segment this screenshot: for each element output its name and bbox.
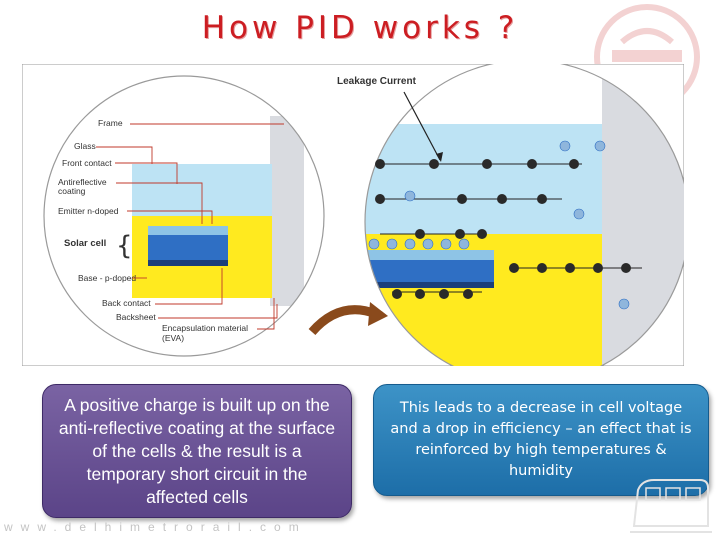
label-solar-cell: Solar cell bbox=[64, 238, 107, 249]
label-front-contact: Front contact bbox=[62, 158, 112, 168]
label-back-contact: Back contact bbox=[102, 298, 151, 308]
pid-cause-callout bbox=[42, 384, 352, 518]
label-emitter: Emitter n-doped bbox=[58, 206, 119, 216]
label-antireflective-2: coating bbox=[58, 186, 86, 196]
leakage-current-label: Leakage Current bbox=[337, 76, 416, 87]
label-frame: Frame bbox=[98, 118, 123, 128]
pid-cause-text: A positive charge is built up on the anti-reflective coating at the surface of the cells & the result is a temporary short circuit in the affected cells bbox=[58, 394, 336, 507]
label-antireflective-1: Antireflective bbox=[58, 177, 107, 187]
page-title: How PID works ? bbox=[201, 10, 519, 46]
pid-diagram bbox=[22, 64, 684, 366]
label-glass: Glass bbox=[74, 141, 96, 151]
label-encapsulation-1: Encapsulation material bbox=[162, 323, 248, 333]
pid-effect-text: This leads to a decrease in cell voltage and a drop in efficiency – an effect that is reinforced by high temperatures & humidity bbox=[390, 400, 692, 479]
label-encapsulation-2: (EVA) bbox=[162, 333, 185, 343]
label-backsheet: Backsheet bbox=[116, 312, 156, 322]
footer-website: www.delhimetrorail.com bbox=[4, 520, 307, 534]
label-base: Base - p-doped bbox=[78, 273, 137, 283]
solar-cell-brace: { bbox=[116, 231, 133, 261]
metro-train-watermark bbox=[628, 472, 714, 536]
